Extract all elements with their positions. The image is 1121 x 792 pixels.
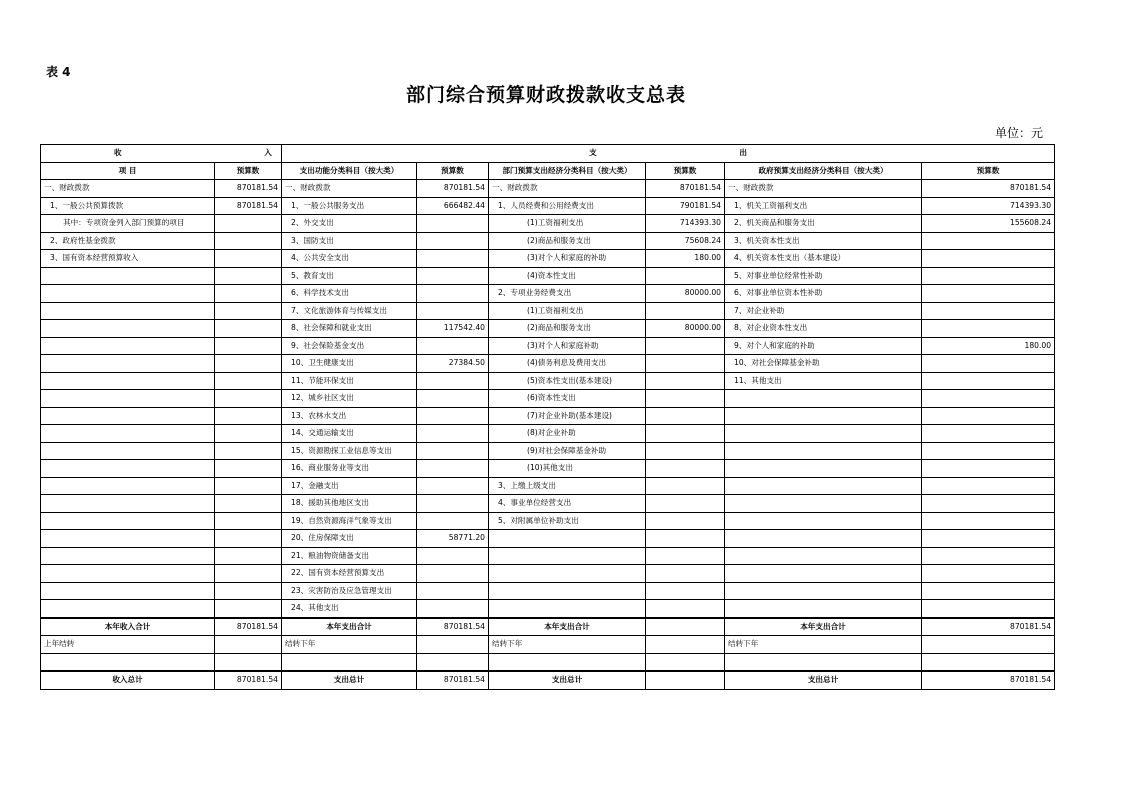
amount-cell	[922, 477, 1055, 495]
amount-cell	[646, 442, 725, 460]
item-cell	[725, 442, 922, 460]
summary-label-cell	[282, 653, 417, 671]
item-cell: 2、机关商品和服务支出	[725, 215, 922, 233]
amount-cell: 870181.54	[646, 180, 725, 198]
summary-amount-cell	[417, 653, 489, 671]
item-cell: 4、机关资本性支出（基本建设）	[725, 250, 922, 268]
amount-cell	[646, 582, 725, 600]
amount-cell: 870181.54	[215, 180, 282, 198]
item-cell: 24、其他支出	[282, 600, 417, 618]
amount-cell	[922, 250, 1055, 268]
amount-cell: 155608.24	[922, 215, 1055, 233]
summary-amount-cell	[922, 636, 1055, 654]
col-header-gov-economic: 政府预算支出经济分类科目（按大类）	[725, 162, 922, 180]
table-row	[41, 530, 1055, 548]
amount-cell	[417, 442, 489, 460]
amount-cell	[215, 477, 282, 495]
amount-cell: 58771.20	[417, 530, 489, 548]
item-cell	[725, 477, 922, 495]
item-cell	[41, 337, 215, 355]
item-cell: (1)工资福利支出	[489, 215, 646, 233]
col-header-item: 项 目	[41, 162, 215, 180]
amount-cell: 870181.54	[922, 180, 1055, 198]
summary-row	[41, 636, 1055, 654]
amount-cell	[417, 232, 489, 250]
summary-amount-cell	[922, 653, 1055, 671]
item-cell: 2、外交支出	[282, 215, 417, 233]
table-row	[41, 565, 1055, 583]
table-number: 表 4	[46, 65, 71, 79]
item-cell	[725, 425, 922, 443]
amount-cell	[215, 600, 282, 618]
item-cell	[489, 547, 646, 565]
item-cell	[41, 600, 215, 618]
amount-cell	[646, 390, 725, 408]
item-cell	[41, 530, 215, 548]
amount-cell: 80000.00	[646, 285, 725, 303]
summary-row	[41, 618, 1055, 636]
amount-cell	[215, 530, 282, 548]
amount-cell	[417, 582, 489, 600]
item-cell: 16、商业服务业等支出	[282, 460, 417, 478]
amount-cell	[922, 355, 1055, 373]
item-cell: (7)对企业补助(基本建设)	[489, 407, 646, 425]
table-row	[41, 547, 1055, 565]
item-cell	[41, 372, 215, 390]
amount-cell	[215, 582, 282, 600]
amount-cell	[922, 267, 1055, 285]
amount-cell	[417, 337, 489, 355]
table-row	[41, 477, 1055, 495]
table-row	[41, 337, 1055, 355]
item-cell	[41, 267, 215, 285]
amount-cell	[646, 477, 725, 495]
item-cell: 4、事业单位经营支出	[489, 495, 646, 513]
item-cell: 15、资源勘探工业信息等支出	[282, 442, 417, 460]
summary-row	[41, 653, 1055, 671]
amount-cell	[922, 372, 1055, 390]
item-cell: (2)商品和服务支出	[489, 320, 646, 338]
amount-cell	[417, 267, 489, 285]
item-cell: 3、国有资本经营预算收入	[41, 250, 215, 268]
amount-cell	[922, 495, 1055, 513]
amount-cell	[922, 442, 1055, 460]
item-cell	[725, 390, 922, 408]
amount-cell	[922, 512, 1055, 530]
summary-amount-cell: 870181.54	[215, 671, 282, 689]
unit-label: 单位：元	[994, 126, 1043, 140]
amount-cell	[215, 302, 282, 320]
amount-cell	[646, 355, 725, 373]
amount-cell	[646, 512, 725, 530]
table-row	[41, 495, 1055, 513]
item-cell	[725, 600, 922, 618]
item-cell: 5、教育支出	[282, 267, 417, 285]
item-cell: 3、机关资本性支出	[725, 232, 922, 250]
item-cell: 17、金融支出	[282, 477, 417, 495]
item-cell: 2、专项业务经费支出	[489, 285, 646, 303]
item-cell	[41, 442, 215, 460]
item-cell: 一、财政拨款	[489, 180, 646, 198]
amount-cell	[417, 250, 489, 268]
summary-label-cell: 收入总计	[41, 671, 215, 689]
amount-cell	[922, 600, 1055, 618]
item-cell: 1、一般公共服务支出	[282, 197, 417, 215]
item-cell: 5、对附属单位补助支出	[489, 512, 646, 530]
amount-cell	[215, 390, 282, 408]
amount-cell	[417, 512, 489, 530]
summary-amount-cell	[215, 636, 282, 654]
item-cell: 12、城乡社区支出	[282, 390, 417, 408]
summary-amount-cell: 870181.54	[417, 671, 489, 689]
item-cell	[725, 582, 922, 600]
amount-cell	[646, 600, 725, 618]
summary-label-cell: 本年支出合计	[282, 618, 417, 636]
col-header-functional: 支出功能分类科目（按大类）	[282, 162, 417, 180]
item-cell: 9、对个人和家庭的补助	[725, 337, 922, 355]
amount-cell	[417, 600, 489, 618]
table-row	[41, 460, 1055, 478]
item-cell: 14、交通运输支出	[282, 425, 417, 443]
amount-cell	[417, 302, 489, 320]
amount-cell	[646, 565, 725, 583]
item-cell: 20、住房保障支出	[282, 530, 417, 548]
amount-cell: 714393.30	[922, 197, 1055, 215]
item-cell: (4)债务利息及费用支出	[489, 355, 646, 373]
item-cell: 13、农林水支出	[282, 407, 417, 425]
item-cell: 6、科学技术支出	[282, 285, 417, 303]
amount-cell	[922, 582, 1055, 600]
amount-cell: 870181.54	[215, 197, 282, 215]
table-body	[41, 145, 1055, 690]
amount-cell: 80000.00	[646, 320, 725, 338]
summary-label-cell: 支出总计	[282, 671, 417, 689]
amount-cell	[646, 372, 725, 390]
summary-amount-cell: 870181.54	[417, 618, 489, 636]
summary-amount-cell	[215, 653, 282, 671]
amount-cell	[215, 425, 282, 443]
amount-cell	[417, 425, 489, 443]
amount-cell: 180.00	[922, 337, 1055, 355]
item-cell	[725, 547, 922, 565]
amount-cell	[922, 565, 1055, 583]
amount-cell	[922, 460, 1055, 478]
table-row	[41, 197, 1055, 215]
amount-cell	[646, 267, 725, 285]
item-cell: 10、对社会保障基金补助	[725, 355, 922, 373]
col-header-budget: 预算数	[417, 162, 489, 180]
amount-cell	[922, 425, 1055, 443]
amount-cell	[646, 547, 725, 565]
item-cell	[489, 530, 646, 548]
item-cell: 11、其他支出	[725, 372, 922, 390]
item-cell: 23、灾害防治及应急管理支出	[282, 582, 417, 600]
item-cell: (4)资本性支出	[489, 267, 646, 285]
page-title: 部门综合预算财政拨款收支总表	[405, 84, 686, 106]
item-cell	[41, 285, 215, 303]
item-cell: (3)对个人和家庭的补助	[489, 250, 646, 268]
amount-cell	[922, 232, 1055, 250]
table-row	[41, 180, 1055, 198]
table-row	[41, 285, 1055, 303]
amount-cell: 180.00	[646, 250, 725, 268]
summary-amount-cell	[646, 618, 725, 636]
summary-label-cell: 本年收入合计	[41, 618, 215, 636]
summary-label-cell: 支出总计	[725, 671, 922, 689]
summary-row	[41, 671, 1055, 689]
summary-label-cell: 结转下年	[282, 636, 417, 654]
amount-cell	[417, 215, 489, 233]
item-cell: (8)对企业补助	[489, 425, 646, 443]
item-cell	[41, 582, 215, 600]
item-cell: 10、卫生健康支出	[282, 355, 417, 373]
amount-cell	[215, 285, 282, 303]
item-cell	[41, 512, 215, 530]
item-cell: 8、社会保障和就业支出	[282, 320, 417, 338]
item-cell: 1、一般公共预算拨款	[41, 197, 215, 215]
item-cell	[725, 530, 922, 548]
amount-cell	[922, 530, 1055, 548]
amount-cell	[922, 547, 1055, 565]
amount-cell	[417, 372, 489, 390]
item-cell: (2)商品和服务支出	[489, 232, 646, 250]
amount-cell	[417, 390, 489, 408]
summary-label-cell	[41, 653, 215, 671]
table-row	[41, 215, 1055, 233]
amount-cell: 117542.40	[417, 320, 489, 338]
summary-amount-cell: 870181.54	[922, 618, 1055, 636]
amount-cell	[215, 460, 282, 478]
summary-amount-cell: 870181.54	[215, 618, 282, 636]
item-cell: 1、人员经费和公用经费支出	[489, 197, 646, 215]
item-cell: 其中：专项资金列入部门预算的项目	[41, 215, 215, 233]
amount-cell: 870181.54	[417, 180, 489, 198]
amount-cell	[922, 302, 1055, 320]
amount-cell	[215, 337, 282, 355]
item-cell	[41, 495, 215, 513]
item-cell	[41, 547, 215, 565]
summary-amount-cell	[646, 636, 725, 654]
item-cell: 一、财政拨款	[725, 180, 922, 198]
amount-cell	[417, 547, 489, 565]
col-header-budget: 预算数	[215, 162, 282, 180]
amount-cell	[417, 565, 489, 583]
item-cell: 7、对企业补助	[725, 302, 922, 320]
amount-cell	[646, 337, 725, 355]
table-row	[41, 390, 1055, 408]
table-row	[41, 267, 1055, 285]
item-cell	[725, 565, 922, 583]
item-cell	[41, 425, 215, 443]
item-cell	[41, 302, 215, 320]
amount-cell	[215, 267, 282, 285]
column-header-row	[41, 162, 1055, 180]
item-cell	[725, 495, 922, 513]
table-row	[41, 372, 1055, 390]
amount-cell	[646, 302, 725, 320]
amount-cell	[215, 355, 282, 373]
amount-cell	[215, 547, 282, 565]
amount-cell	[417, 495, 489, 513]
summary-label-cell	[489, 653, 646, 671]
item-cell: 3、上缴上级支出	[489, 477, 646, 495]
summary-label-cell: 结转下年	[489, 636, 646, 654]
item-cell	[41, 407, 215, 425]
col-header-budget: 预算数	[922, 162, 1055, 180]
summary-label-cell: 本年支出合计	[725, 618, 922, 636]
item-cell: 2、政府性基金拨款	[41, 232, 215, 250]
item-cell: 7、文化旅游体育与传媒支出	[282, 302, 417, 320]
item-cell	[41, 477, 215, 495]
amount-cell: 790181.54	[646, 197, 725, 215]
amount-cell	[922, 285, 1055, 303]
item-cell: (3)对个人和家庭补助	[489, 337, 646, 355]
item-cell	[41, 460, 215, 478]
table-row	[41, 512, 1055, 530]
amount-cell: 666482.44	[417, 197, 489, 215]
item-cell: 18、援助其他地区支出	[282, 495, 417, 513]
amount-cell	[215, 495, 282, 513]
item-cell	[489, 565, 646, 583]
table-row	[41, 302, 1055, 320]
item-cell: 9、社会保险基金支出	[282, 337, 417, 355]
amount-cell	[417, 285, 489, 303]
col-header-budget: 预算数	[646, 162, 725, 180]
amount-cell	[417, 407, 489, 425]
amount-cell	[646, 425, 725, 443]
amount-cell	[646, 460, 725, 478]
amount-cell	[215, 512, 282, 530]
amount-cell	[215, 215, 282, 233]
amount-cell	[646, 407, 725, 425]
amount-cell: 27384.50	[417, 355, 489, 373]
amount-cell	[417, 477, 489, 495]
budget-summary-table	[40, 144, 1055, 690]
col-header-dept-economic: 部门预算支出经济分类科目（按大类）	[489, 162, 646, 180]
item-cell	[725, 512, 922, 530]
amount-cell: 714393.30	[646, 215, 725, 233]
item-cell: 11、节能环保支出	[282, 372, 417, 390]
amount-cell	[922, 390, 1055, 408]
table-row	[41, 320, 1055, 338]
summary-label-cell: 本年支出合计	[489, 618, 646, 636]
table-row	[41, 425, 1055, 443]
summary-amount-cell	[646, 671, 725, 689]
table-row	[41, 582, 1055, 600]
summary-amount-cell: 870181.54	[922, 671, 1055, 689]
expense-header: 支 出	[282, 145, 1055, 163]
summary-amount-cell	[646, 653, 725, 671]
item-cell: (6)资本性支出	[489, 390, 646, 408]
summary-label-cell: 支出总计	[489, 671, 646, 689]
table-row	[41, 600, 1055, 618]
item-cell: 一、财政拨款	[41, 180, 215, 198]
amount-cell	[215, 372, 282, 390]
amount-cell	[215, 407, 282, 425]
amount-cell	[215, 320, 282, 338]
summary-amount-cell	[417, 636, 489, 654]
item-cell	[489, 582, 646, 600]
amount-cell	[922, 407, 1055, 425]
item-cell: 22、国有资本经营预算支出	[282, 565, 417, 583]
item-cell	[41, 390, 215, 408]
item-cell	[725, 407, 922, 425]
item-cell: (1)工资福利支出	[489, 302, 646, 320]
item-cell: 6、对事业单位资本性补助	[725, 285, 922, 303]
summary-label-cell: 结转下年	[725, 636, 922, 654]
table-row	[41, 232, 1055, 250]
item-cell: 21、粮油物资储备支出	[282, 547, 417, 565]
item-cell: 4、公共安全支出	[282, 250, 417, 268]
item-cell: (10)其他支出	[489, 460, 646, 478]
item-cell	[725, 460, 922, 478]
item-cell	[41, 355, 215, 373]
amount-cell	[646, 495, 725, 513]
item-cell: 一、财政拨款	[282, 180, 417, 198]
amount-cell	[646, 530, 725, 548]
item-cell: (5)资本性支出(基本建设)	[489, 372, 646, 390]
amount-cell	[922, 320, 1055, 338]
item-cell: 8、对企业资本性支出	[725, 320, 922, 338]
amount-cell	[215, 442, 282, 460]
amount-cell	[215, 250, 282, 268]
income-header: 收 入	[41, 145, 282, 163]
amount-cell	[215, 232, 282, 250]
amount-cell	[215, 565, 282, 583]
item-cell: 1、机关工资福利支出	[725, 197, 922, 215]
table-row	[41, 407, 1055, 425]
amount-cell: 75608.24	[646, 232, 725, 250]
summary-label-cell	[725, 653, 922, 671]
item-cell	[489, 600, 646, 618]
item-cell: 19、自然资源海洋气象等支出	[282, 512, 417, 530]
item-cell	[41, 320, 215, 338]
table-row	[41, 442, 1055, 460]
item-cell: 5、对事业单位经常性补助	[725, 267, 922, 285]
header-group-row	[41, 145, 1055, 163]
item-cell: (9)对社会保障基金补助	[489, 442, 646, 460]
item-cell: 3、国防支出	[282, 232, 417, 250]
item-cell	[41, 565, 215, 583]
table-row	[41, 250, 1055, 268]
summary-label-cell: 上年结转	[41, 636, 215, 654]
table-row	[41, 355, 1055, 373]
amount-cell	[417, 460, 489, 478]
